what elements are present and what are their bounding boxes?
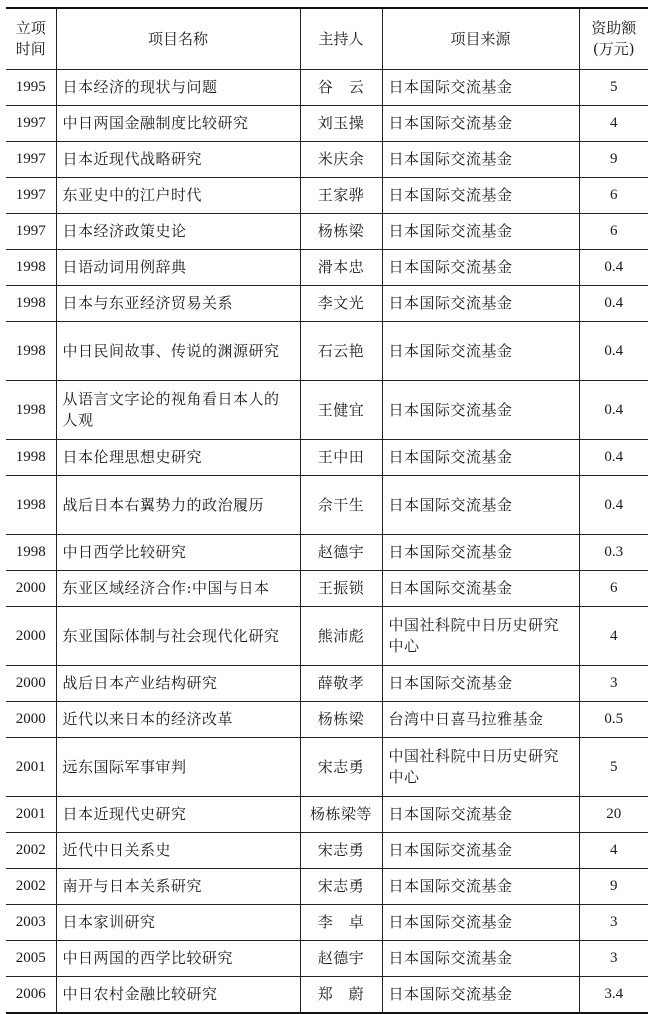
cell-host: 宋志勇: [300, 833, 382, 869]
cell-amount: 0.4: [579, 440, 648, 476]
table-row: [6, 702, 648, 738]
cell-host: 王振锁: [300, 571, 382, 607]
cell-year: 2000: [6, 571, 56, 607]
cell-year: 2005: [6, 941, 56, 977]
table-row: [6, 869, 648, 905]
cell-name: 中日两国金融制度比较研究: [56, 106, 300, 142]
cell-name: 中日民间故事、传说的渊源研究: [56, 322, 300, 381]
cell-amount: 0.4: [579, 381, 648, 440]
header-amount-line1: 资助额: [591, 19, 637, 37]
table-row: [6, 797, 648, 833]
cell-name: 近代中日关系史: [56, 833, 300, 869]
cell-host: 赵德宇: [300, 535, 382, 571]
header-year-line1: 立项: [15, 19, 46, 37]
cell-name: 战后日本产业结构研究: [56, 666, 300, 702]
cell-source: 台湾中日喜马拉雅基金: [382, 702, 579, 738]
cell-source: 日本国际交流基金: [382, 941, 579, 977]
table-row: [6, 178, 648, 214]
cell-amount: 3: [579, 666, 648, 702]
cell-source: 日本国际交流基金: [382, 833, 579, 869]
cell-amount: 4: [579, 106, 648, 142]
cell-year: 2006: [6, 977, 56, 1014]
cell-amount: 4: [579, 833, 648, 869]
cell-source: 日本国际交流基金: [382, 322, 579, 381]
cell-name: 从语言文字论的视角看日本人的人观: [56, 381, 300, 440]
cell-amount: 5: [579, 70, 648, 106]
table-row: [6, 905, 648, 941]
cell-name: 日本与东亚经济贸易关系: [56, 286, 300, 322]
cell-amount: 6: [579, 214, 648, 250]
table-row: [6, 322, 648, 381]
cell-source: 日本国际交流基金: [382, 178, 579, 214]
table-row: [6, 977, 648, 1014]
header-name: 项目名称: [56, 8, 300, 70]
table-row: [6, 142, 648, 178]
cell-name: 日本伦理思想史研究: [56, 440, 300, 476]
cell-source: 日本国际交流基金: [382, 666, 579, 702]
cell-year: 2002: [6, 833, 56, 869]
header-source: 项目来源: [382, 8, 579, 70]
cell-host: 李 卓: [300, 905, 382, 941]
cell-source: 日本国际交流基金: [382, 106, 579, 142]
table-row: [6, 833, 648, 869]
table-row: [6, 738, 648, 797]
cell-host: 宋志勇: [300, 738, 382, 797]
cell-year: 2000: [6, 607, 56, 666]
cell-amount: 0.4: [579, 322, 648, 381]
cell-host: 郑 蔚: [300, 977, 382, 1014]
cell-amount: 3: [579, 941, 648, 977]
cell-amount: 3: [579, 905, 648, 941]
cell-host: 刘玉操: [300, 106, 382, 142]
table-row: [6, 440, 648, 476]
cell-name: 东亚区域经济合作:中国与日本: [56, 571, 300, 607]
cell-amount: 9: [579, 869, 648, 905]
cell-source: 日本国际交流基金: [382, 286, 579, 322]
cell-year: 2002: [6, 869, 56, 905]
cell-name: 远东国际军事审判: [56, 738, 300, 797]
cell-source: 日本国际交流基金: [382, 70, 579, 106]
table-row: [6, 476, 648, 535]
cell-source: 日本国际交流基金: [382, 214, 579, 250]
header-host: 主持人: [300, 8, 382, 70]
cell-source: 日本国际交流基金: [382, 381, 579, 440]
cell-name: 战后日本右翼势力的政治履历: [56, 476, 300, 535]
table-body: [6, 70, 648, 1014]
table-row: [6, 286, 648, 322]
cell-host: 熊沛彪: [300, 607, 382, 666]
cell-name: 日语动词用例辞典: [56, 250, 300, 286]
cell-year: 2001: [6, 738, 56, 797]
cell-year: 1997: [6, 106, 56, 142]
cell-year: 2001: [6, 797, 56, 833]
cell-name: 日本家训研究: [56, 905, 300, 941]
cell-year: 1998: [6, 322, 56, 381]
cell-amount: 5: [579, 738, 648, 797]
cell-host: 石云艳: [300, 322, 382, 381]
cell-source: 日本国际交流基金: [382, 869, 579, 905]
cell-host: 米庆余: [300, 142, 382, 178]
cell-name: 南开与日本关系研究: [56, 869, 300, 905]
cell-amount: 0.4: [579, 250, 648, 286]
cell-name: 日本经济政策史论: [56, 214, 300, 250]
cell-source: 日本国际交流基金: [382, 905, 579, 941]
cell-source: 中国社科院中日历史研究中心: [382, 738, 579, 797]
table-row: [6, 535, 648, 571]
cell-amount: 0.4: [579, 476, 648, 535]
header-year-line2: 时间: [15, 40, 46, 58]
header-row: [6, 8, 648, 70]
table-row: [6, 571, 648, 607]
cell-host: 佘干生: [300, 476, 382, 535]
cell-source: 日本国际交流基金: [382, 535, 579, 571]
cell-year: 1998: [6, 250, 56, 286]
cell-host: 宋志勇: [300, 869, 382, 905]
cell-year: 2003: [6, 905, 56, 941]
cell-amount: 6: [579, 178, 648, 214]
cell-host: 王健宜: [300, 381, 382, 440]
cell-amount: 0.3: [579, 535, 648, 571]
cell-host: 杨栋梁: [300, 214, 382, 250]
header-amount: [579, 8, 648, 70]
cell-source: 日本国际交流基金: [382, 571, 579, 607]
cell-host: 杨栋梁: [300, 702, 382, 738]
table-row: [6, 250, 648, 286]
cell-year: 1998: [6, 535, 56, 571]
cell-source: 日本国际交流基金: [382, 440, 579, 476]
cell-source: 日本国际交流基金: [382, 142, 579, 178]
cell-name: 日本经济的现状与问题: [56, 70, 300, 106]
table-row: [6, 106, 648, 142]
cell-amount: 4: [579, 607, 648, 666]
cell-amount: 20: [579, 797, 648, 833]
cell-name: 东亚国际体制与社会现代化研究: [56, 607, 300, 666]
header-amount-line2: (万元): [592, 40, 635, 58]
cell-name: 中日两国的西学比较研究: [56, 941, 300, 977]
cell-source: 日本国际交流基金: [382, 476, 579, 535]
cell-host: 谷 云: [300, 70, 382, 106]
cell-name: 日本近现代战略研究: [56, 142, 300, 178]
cell-name: 近代以来日本的经济改革: [56, 702, 300, 738]
cell-name: 日本近现代史研究: [56, 797, 300, 833]
table-row: [6, 607, 648, 666]
cell-host: 薛敬孝: [300, 666, 382, 702]
header-year: [6, 8, 56, 70]
cell-source: 中国社科院中日历史研究中心: [382, 607, 579, 666]
cell-year: 1998: [6, 381, 56, 440]
cell-year: 1997: [6, 178, 56, 214]
cell-year: 1998: [6, 286, 56, 322]
cell-year: 1997: [6, 142, 56, 178]
cell-amount: 3.4: [579, 977, 648, 1014]
cell-name: 中日农村金融比较研究: [56, 977, 300, 1014]
table-row: [6, 214, 648, 250]
cell-host: 王中田: [300, 440, 382, 476]
cell-year: 1997: [6, 214, 56, 250]
cell-source: 日本国际交流基金: [382, 977, 579, 1014]
funding-table-container: [6, 7, 648, 1014]
cell-host: 滑本忠: [300, 250, 382, 286]
cell-name: 东亚史中的江户时代: [56, 178, 300, 214]
cell-amount: 0.5: [579, 702, 648, 738]
cell-year: 2000: [6, 666, 56, 702]
cell-amount: 9: [579, 142, 648, 178]
table-row: [6, 70, 648, 106]
cell-year: 1995: [6, 70, 56, 106]
table-row: [6, 941, 648, 977]
table-row: [6, 666, 648, 702]
table-row: [6, 381, 648, 440]
cell-source: 日本国际交流基金: [382, 797, 579, 833]
cell-amount: 0.4: [579, 286, 648, 322]
cell-amount: 6: [579, 571, 648, 607]
cell-year: 1998: [6, 476, 56, 535]
cell-source: 日本国际交流基金: [382, 250, 579, 286]
cell-host: 赵德宇: [300, 941, 382, 977]
cell-host: 杨栋梁等: [300, 797, 382, 833]
cell-year: 1998: [6, 440, 56, 476]
cell-host: 王家骅: [300, 178, 382, 214]
cell-host: 李文光: [300, 286, 382, 322]
cell-year: 2000: [6, 702, 56, 738]
funding-table: [6, 7, 648, 1014]
cell-name: 中日西学比较研究: [56, 535, 300, 571]
